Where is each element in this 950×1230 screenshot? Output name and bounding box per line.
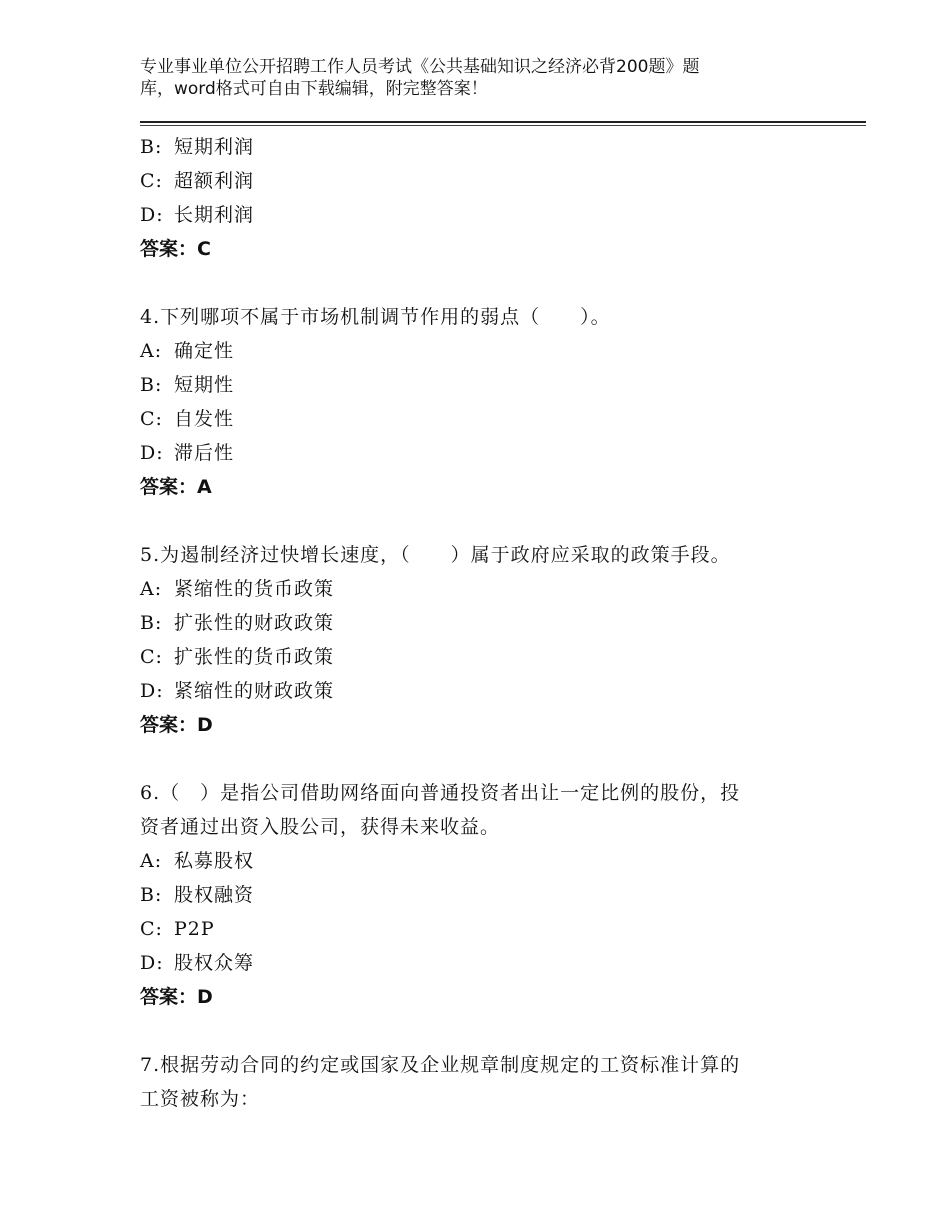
question-4-option-b <box>140 368 820 402</box>
question-7-block <box>140 1048 820 1116</box>
question-3-option-c <box>140 164 820 198</box>
question-7-text-line-2: 工资被称为： <box>140 1088 261 1110</box>
question-4-answer: 答案：A <box>140 476 212 498</box>
spacer <box>140 266 820 300</box>
option-text: 短期利润 <box>174 136 255 158</box>
question-5-block <box>140 538 820 742</box>
option-text: 长期利润 <box>174 204 255 226</box>
question-7-text-line-1: 7.根据劳动合同的约定或国家及企业规章制度规定的工资标准计算的 <box>140 1054 741 1076</box>
option-letter: D: <box>140 442 164 464</box>
document-body <box>140 130 820 1116</box>
option-text: 自发性 <box>174 408 235 430</box>
spacer <box>140 742 820 776</box>
question-3-option-d <box>140 198 820 232</box>
header-divider-thick <box>140 121 866 123</box>
question-5-option-d <box>140 674 820 708</box>
question-3-answer: 答案：C <box>140 238 211 260</box>
option-letter: A: <box>140 340 163 362</box>
option-letter: D: <box>140 952 164 974</box>
question-6-text-line-2: 资者通过出资入股公司，获得未来收益。 <box>140 816 501 838</box>
spacer <box>140 504 820 538</box>
document-header <box>140 56 780 100</box>
question-6-option-c <box>140 912 820 946</box>
option-letter: D: <box>140 204 164 226</box>
option-letter: B: <box>140 374 163 396</box>
question-3-block <box>140 130 820 266</box>
option-letter: B: <box>140 612 163 634</box>
option-letter: A: <box>140 850 163 872</box>
option-letter: B: <box>140 136 163 158</box>
question-5-option-b <box>140 606 820 640</box>
option-text: 紧缩性的财政政策 <box>174 680 335 702</box>
option-letter: C: <box>140 408 163 430</box>
option-text: 滞后性 <box>174 442 235 464</box>
option-letter: C: <box>140 918 163 940</box>
spacer <box>140 1014 820 1048</box>
option-letter: C: <box>140 646 163 668</box>
header-title-line-1: 专业事业单位公开招聘工作人员考试《公共基础知识之经济必背200题》题 <box>140 57 700 77</box>
option-text: P2P <box>174 918 215 940</box>
option-text: 私募股权 <box>174 850 255 872</box>
option-letter: B: <box>140 884 163 906</box>
question-4-text: 4.下列哪项不属于市场机制调节作用的弱点（ ）。 <box>140 306 611 328</box>
question-4-block <box>140 300 820 504</box>
option-text: 短期性 <box>174 374 235 396</box>
question-6-answer: 答案：D <box>140 986 213 1008</box>
option-text: 紧缩性的货币政策 <box>174 578 335 600</box>
question-6-option-a <box>140 844 820 878</box>
header-title-line-2: 库，word格式可自由下载编辑，附完整答案！ <box>140 79 488 99</box>
question-6-block <box>140 776 820 1014</box>
option-letter: A: <box>140 578 163 600</box>
option-letter: D: <box>140 680 164 702</box>
question-5-answer: 答案：D <box>140 714 213 736</box>
option-text: 股权融资 <box>174 884 255 906</box>
question-6-option-d <box>140 946 820 980</box>
question-4-option-a <box>140 334 820 368</box>
option-letter: C: <box>140 170 163 192</box>
question-6-option-b <box>140 878 820 912</box>
question-4-option-d <box>140 436 820 470</box>
option-text: 超额利润 <box>174 170 255 192</box>
option-text: 扩张性的货币政策 <box>174 646 335 668</box>
header-divider-thin <box>140 125 866 126</box>
option-text: 股权众筹 <box>174 952 255 974</box>
question-6-text-line-1: 6.（ ）是指公司借助网络面向普通投资者出让一定比例的股份，投 <box>140 782 741 804</box>
question-3-option-b <box>140 130 820 164</box>
option-text: 扩张性的财政政策 <box>174 612 335 634</box>
question-5-text: 5.为遏制经济过快增长速度，（ ）属于政府应采取的政策手段。 <box>140 544 731 566</box>
question-4-option-c <box>140 402 820 436</box>
question-5-option-a <box>140 572 820 606</box>
option-text: 确定性 <box>174 340 235 362</box>
question-5-option-c <box>140 640 820 674</box>
